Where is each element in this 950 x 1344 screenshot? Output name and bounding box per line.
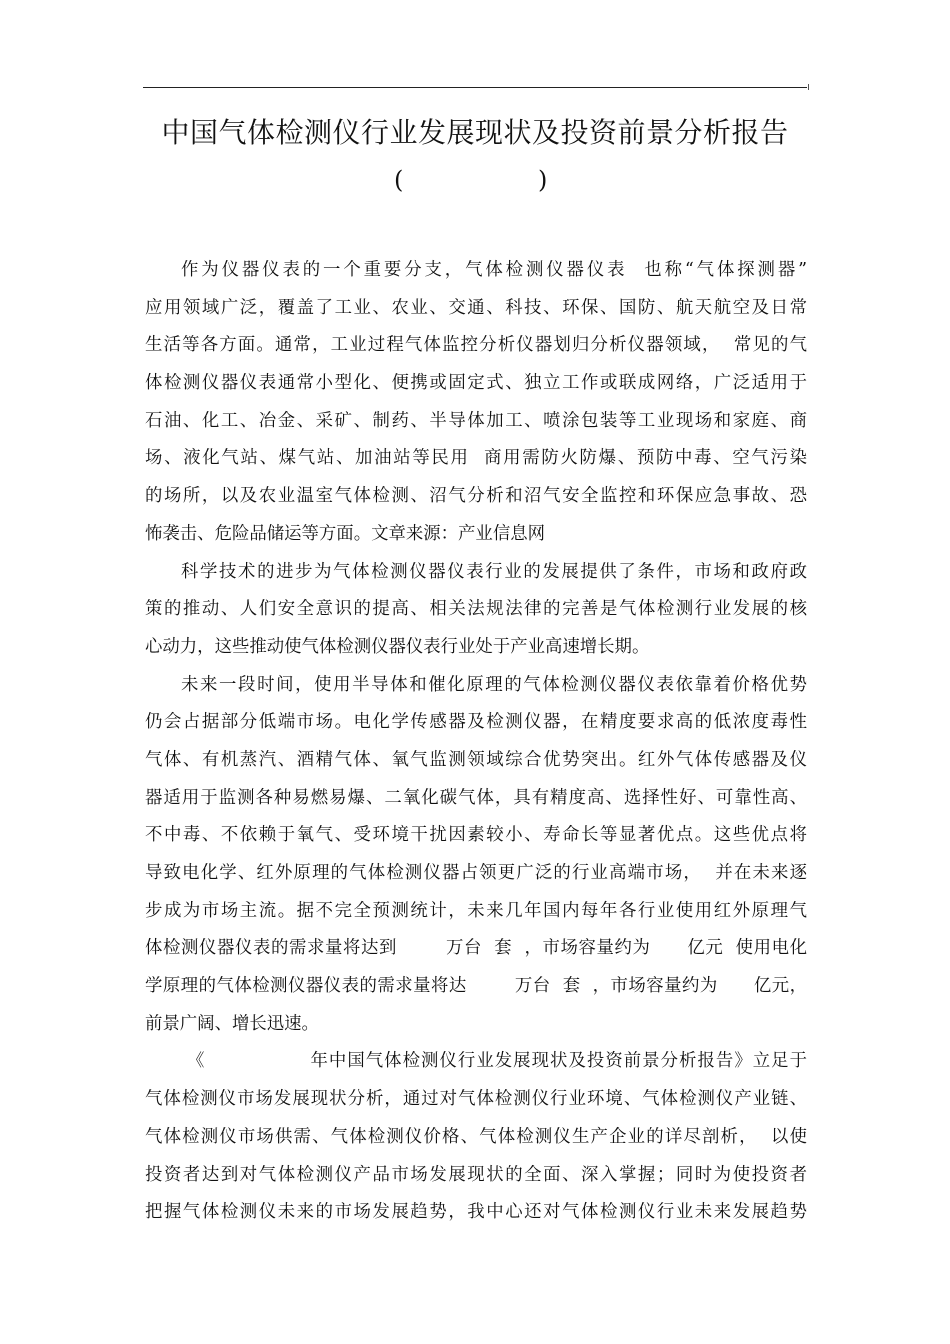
paren-close: ) [538, 166, 548, 194]
document-title: 中国气体检测仪行业发展现状及投资前景分析报告 [161, 116, 789, 149]
title-parentheses [380, 162, 570, 198]
text-line: 气体检测仪市场发展现状分析，通过对气体检测仪行业环境、气体检测仪产业链、 [145, 1089, 807, 1110]
text-line: 气体、有机蒸汽、酒精气体、氧气监测领域综合优势突出。红外气体传感器及仪 [145, 749, 807, 770]
text-line: 未来一段时间，使用半导体和催化原理的气体检测仪器仪表依靠着价格优势 [181, 674, 807, 695]
text-line: 把握气体检测仪未来的市场发展趋势，我中心还对气体检测仪行业未来发展趋势 [145, 1202, 807, 1223]
body-text [145, 252, 807, 1232]
text-line: 前景广阔、增长迅速。 [145, 1013, 319, 1034]
text-line: 的场所，以及农业温室气体检测、沼气分析和沼气安全监控和环保应急事故、恐 [145, 486, 807, 507]
text-line: 投资者达到对气体检测仪产品市场发展现状的全面、深入掌握；同时为使投资者 [145, 1164, 807, 1185]
text-line: 不中毒、不依赖于氧气、受环境干扰因素较小、寿命长等显著优点。这些优点将 [145, 825, 807, 846]
text-line: 《 年中国气体检测仪行业发展现状及投资前景分析报告》立足于 [187, 1051, 807, 1072]
text-line: 器适用于监测各种易燃易爆、二氧化碳气体，具有精度高、选择性好、可靠性高、 [145, 787, 807, 808]
text-line: 气体检测仪市场供需、气体检测仪价格、气体检测仪生产企业的详尽剖析， 以使 [145, 1126, 807, 1147]
paren-open: ( [394, 166, 404, 194]
text-line: 应用领域广泛，覆盖了工业、农业、交通、科技、环保、国防、航天航空及日常 [145, 297, 807, 318]
text-line: 场、液化气站、煤气站、加油站等民用 商用需防火防爆、预防中毒、空气污染 [145, 448, 807, 469]
text-line: 怖袭击、危险品储运等方面。文章来源：产业信息网 [145, 523, 545, 544]
text-line: 体检测仪器仪表的需求量将达到 万台 套 ，市场容量约为 亿元 使用电化 [145, 938, 807, 959]
text-line: 生活等各方面。通常，工业过程气体监控分析仪器划归分析仪器领域， 常见的气 [145, 335, 807, 356]
text-line: 科学技术的进步为气体检测仪器仪表行业的发展提供了条件，市场和政府政 [181, 561, 807, 582]
header-rule-tick [808, 84, 809, 90]
text-line: 学原理的气体检测仪器仪表的需求量将达 万台 套 ，市场容量约为 亿元， [145, 976, 807, 997]
text-line: 石油、化工、冶金、采矿、制药、半导体加工、喷涂包装等工业现场和家庭、商 [145, 410, 807, 431]
text-line: 策的推动、人们安全意识的提高、相关法规法律的完善是气体检测行业发展的核 [145, 599, 807, 620]
text-line: 导致电化学、红外原理的气体检测仪器占领更广泛的行业高端市场， 并在未来逐 [145, 863, 807, 883]
text-line: 作为仪器仪表的一个重要分支，气体检测仪器仪表 也称“气体探测器” [181, 260, 807, 280]
text-line: 体检测仪器仪表通常小型化、便携或固定式、独立工作或联成网络，广泛适用于 [145, 373, 807, 394]
header-rule [143, 87, 807, 88]
text-line: 仍会占据部分低端市场。电化学传感器及检测仪器，在精度要求高的低浓度毒性 [145, 712, 807, 733]
text-line: 心动力，这些推动使气体检测仪器仪表行业处于产业高速增长期。 [145, 636, 650, 657]
text-line: 步成为市场主流。据不完全预测统计，未来几年国内每年各行业使用红外原理气 [145, 900, 807, 921]
